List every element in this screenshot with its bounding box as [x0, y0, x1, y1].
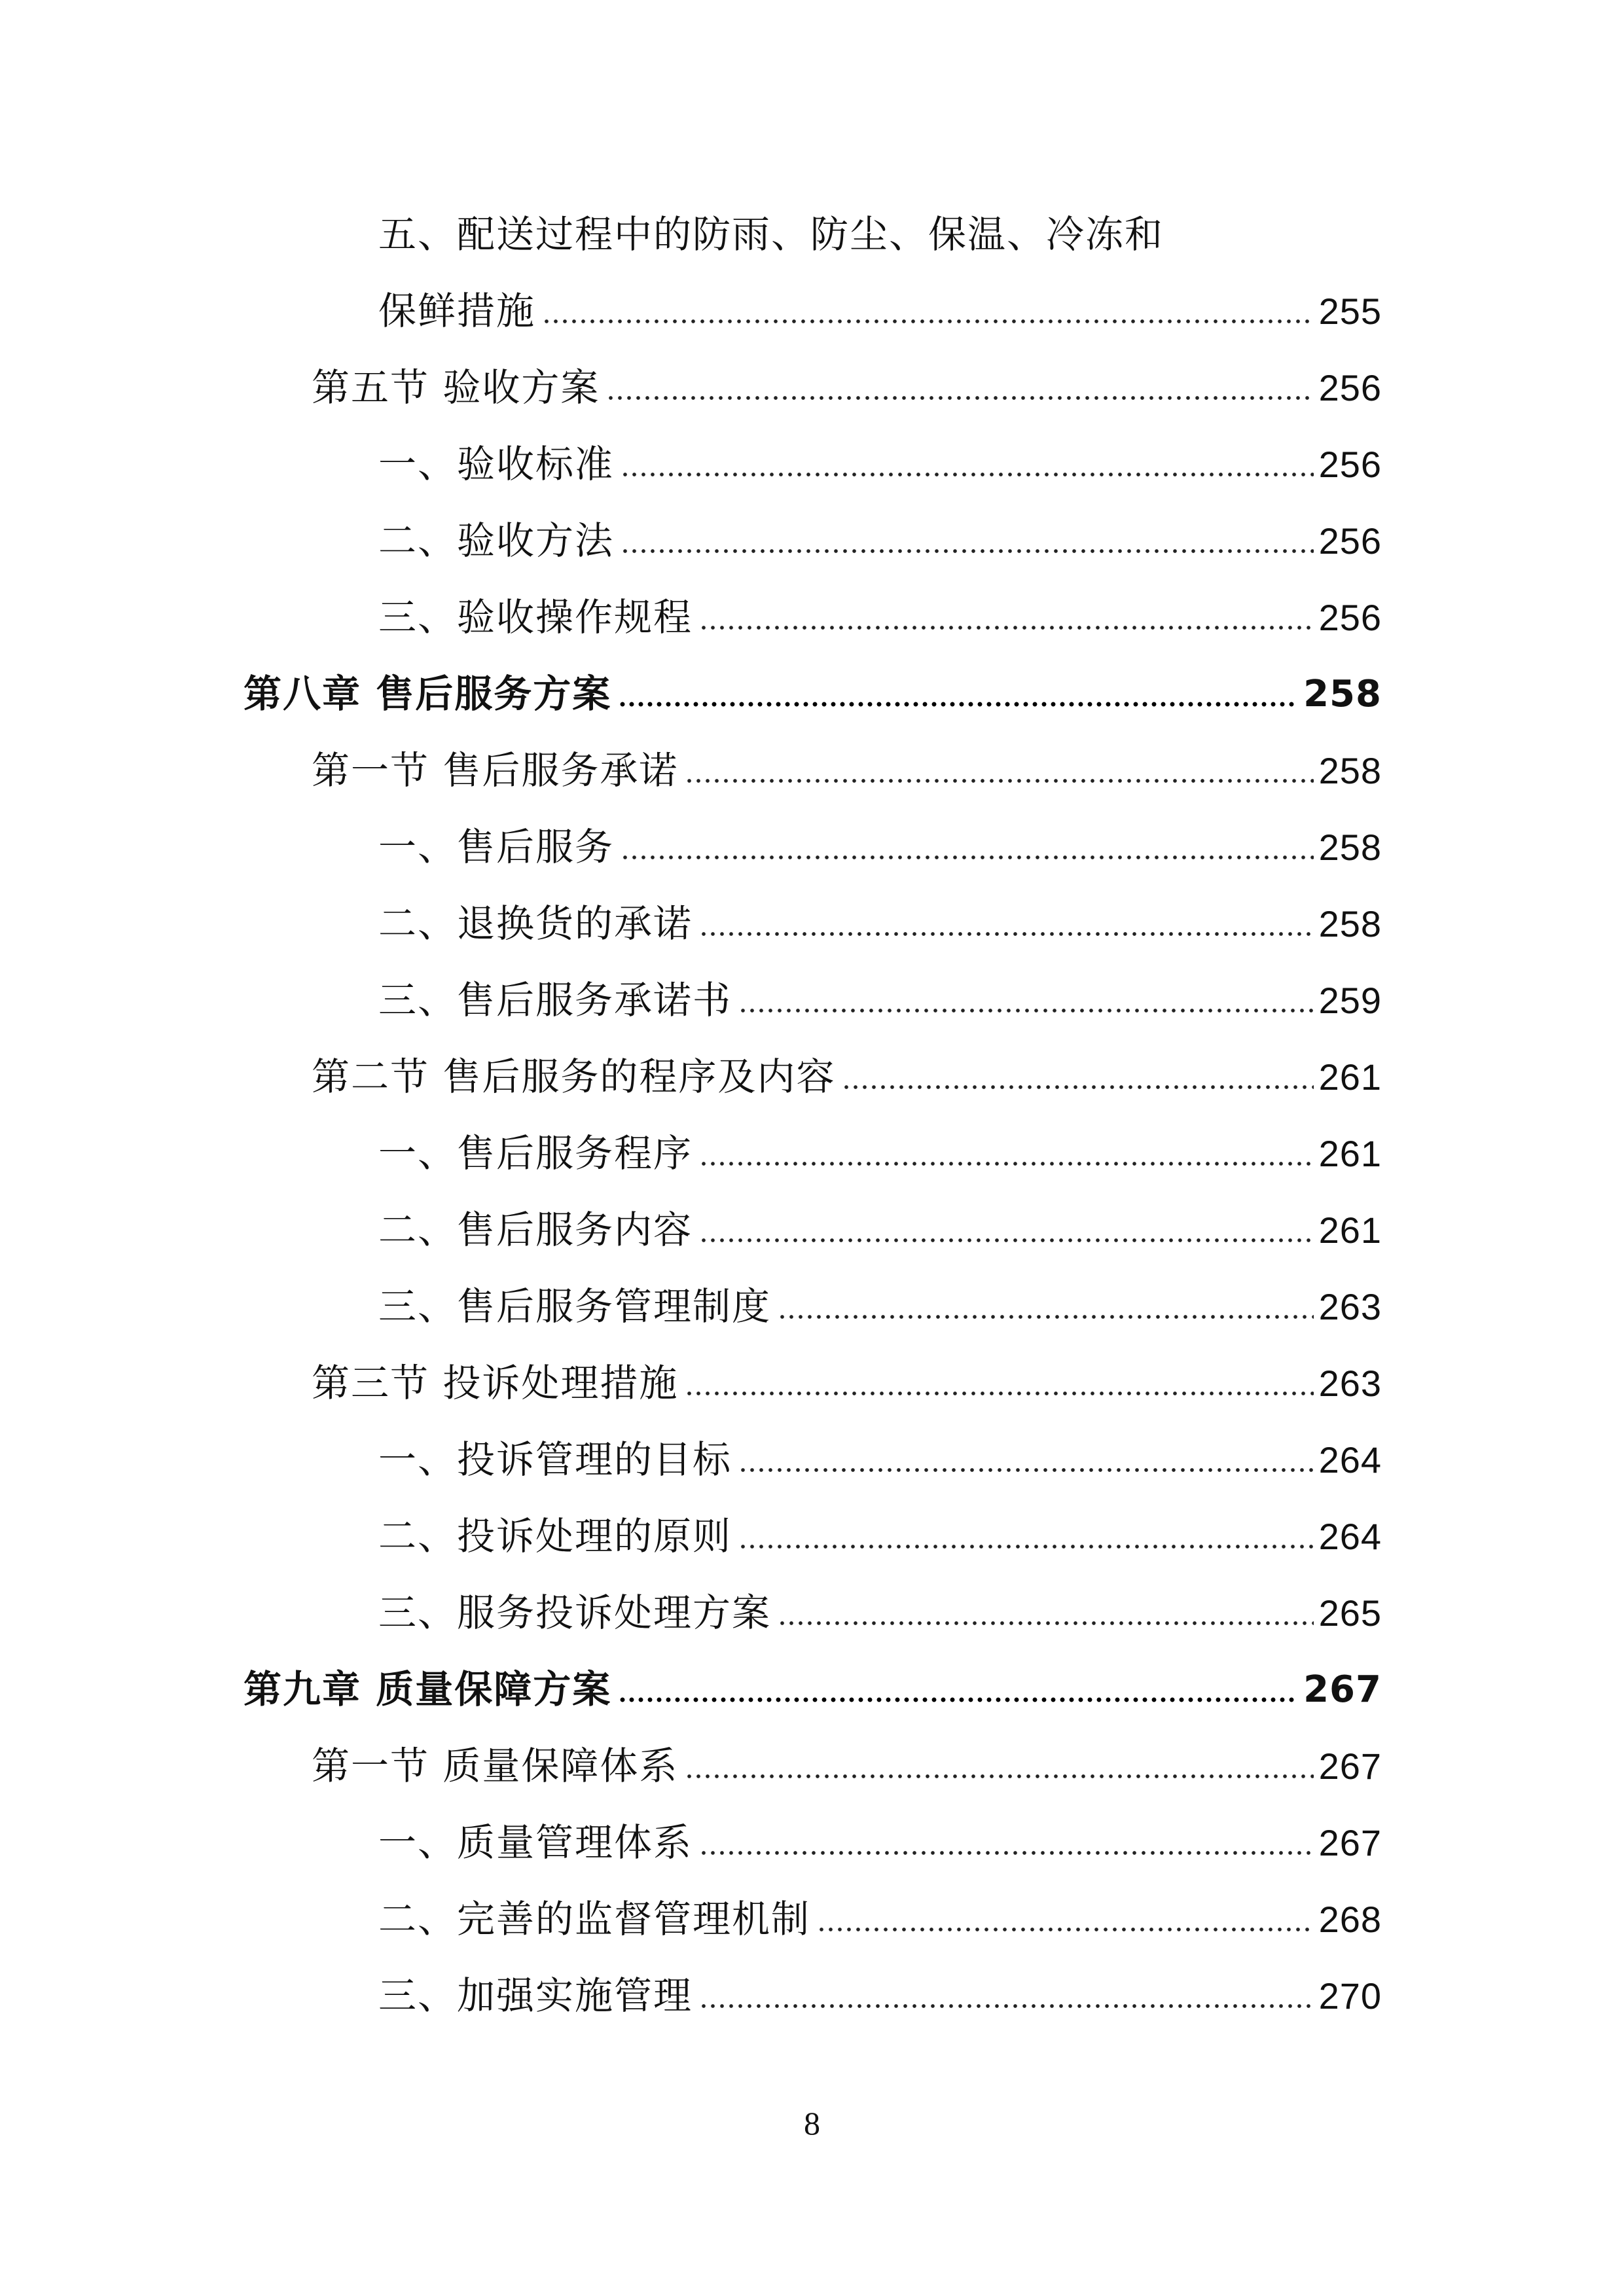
- toc-entry-page-number: 261: [1318, 1133, 1382, 1174]
- toc-entry-page-number: 258: [1303, 673, 1382, 715]
- toc-subsection-entry[interactable]: [0, 426, 1624, 503]
- dot-leader: [842, 1084, 1313, 1090]
- toc-subsection-entry[interactable]: [0, 1498, 1624, 1575]
- toc-section-entry[interactable]: [0, 1345, 1624, 1422]
- toc-entry-page-number: 256: [1318, 520, 1382, 562]
- toc-entry-line: [378, 1192, 1382, 1268]
- toc-chapter-entry[interactable]: [0, 656, 1624, 732]
- dot-leader: [621, 548, 1314, 554]
- toc-entry-title: 五、配送过程中的防雨、防尘、保温、冷冻和: [378, 212, 1164, 257]
- toc-subsection-entry[interactable]: [0, 273, 1624, 350]
- toc-entry-title: 三、验收操作规程: [378, 595, 693, 639]
- dot-leader: [699, 1160, 1314, 1167]
- toc-entry-page-number: 258: [1318, 903, 1382, 944]
- toc-entry-title: 第一节 售后服务承诺: [312, 748, 679, 793]
- toc-entry-line: [312, 732, 1382, 809]
- toc-subsection-entry[interactable]: [0, 503, 1624, 579]
- toc-entry-line: [378, 962, 1382, 1039]
- dot-leader: [621, 471, 1314, 478]
- toc-entry-title: 二、投诉处理的原则: [378, 1514, 732, 1558]
- toc-subsection-entry[interactable]: [0, 1881, 1624, 1958]
- toc-subsection-entry[interactable]: [0, 1575, 1624, 1651]
- toc-entry-line: [378, 579, 1382, 656]
- toc-entry-title: 第一节 质量保障体系: [312, 1744, 679, 1788]
- toc-entry-page-number: 270: [1318, 1975, 1382, 2017]
- toc-subsection-entry[interactable]: [0, 1268, 1624, 1345]
- toc-entry-line: [312, 350, 1382, 426]
- toc-entry-line: [378, 1422, 1382, 1498]
- toc-entry-title: 一、质量管理体系: [378, 1820, 693, 1865]
- toc-entry-line: [378, 426, 1382, 503]
- toc-entry-title: 二、售后服务内容: [378, 1208, 693, 1252]
- dot-leader: [778, 1620, 1314, 1626]
- dot-leader: [699, 2003, 1314, 2009]
- toc-entry-page-number: 268: [1318, 1899, 1382, 1940]
- toc-entry-title: 第九章 质量保障方案: [244, 1667, 612, 1712]
- toc-entry-line: [312, 1728, 1382, 1804]
- toc-entry-title: 一、售后服务程序: [378, 1131, 693, 1175]
- toc-entry-title: 二、完善的监督管理机制: [378, 1897, 811, 1941]
- toc-entry-line: [312, 1345, 1382, 1422]
- dot-leader: [738, 1467, 1314, 1473]
- toc-subsection-entry[interactable]: [0, 1422, 1624, 1498]
- toc-subsection-entry[interactable]: [0, 1804, 1624, 1881]
- toc-chapter-entry[interactable]: [0, 1651, 1624, 1728]
- dot-leader: [685, 778, 1313, 784]
- dot-leader: [699, 931, 1314, 937]
- dot-leader: [618, 701, 1298, 708]
- toc-entry-title: 第五节 验收方案: [312, 365, 600, 410]
- toc-subsection-entry[interactable]: [0, 886, 1624, 962]
- toc-entry-page-number: 261: [1318, 1056, 1382, 1098]
- toc-entry-title: 三、加强实施管理: [378, 1973, 693, 2018]
- toc-subsection-entry[interactable]: [0, 809, 1624, 886]
- dot-leader: [606, 395, 1313, 401]
- toc-entry-page-number: 264: [1318, 1439, 1382, 1480]
- toc-entry-page-number: 258: [1318, 827, 1382, 868]
- toc-entry-line: [378, 1575, 1382, 1651]
- dot-leader: [699, 624, 1314, 631]
- toc-entry-page-number: 267: [1318, 1822, 1382, 1863]
- toc-entry-page-number: 258: [1318, 750, 1382, 791]
- toc-entry-title: 三、服务投诉处理方案: [378, 1590, 772, 1635]
- toc-entry-line: [378, 273, 1382, 350]
- toc-subsection-entry[interactable]: [0, 1192, 1624, 1268]
- toc-entry-page-number: 265: [1318, 1592, 1382, 1634]
- dot-leader: [685, 1390, 1313, 1397]
- dot-leader: [738, 1007, 1314, 1014]
- toc-entry-line: [378, 1881, 1382, 1958]
- toc-section-entry[interactable]: [0, 350, 1624, 426]
- toc-subsection-entry[interactable]: [0, 196, 1624, 273]
- dot-leader: [778, 1314, 1314, 1320]
- toc-entry-title: 二、退换货的承诺: [378, 901, 693, 946]
- dot-leader: [542, 318, 1314, 325]
- toc-entry-line: [312, 1039, 1382, 1115]
- toc-entry-line: [378, 1498, 1382, 1575]
- toc-entry-title: 一、验收标准: [378, 442, 615, 486]
- toc-subsection-entry[interactable]: [0, 1115, 1624, 1192]
- toc-entry-line: [378, 1268, 1382, 1345]
- toc-entry-line: [244, 656, 1382, 732]
- toc-entry-line: [378, 196, 1382, 273]
- toc-entry-title: 第三节 投诉处理措施: [312, 1361, 679, 1405]
- toc-section-entry[interactable]: [0, 1728, 1624, 1804]
- toc-entry-line: [378, 1115, 1382, 1192]
- toc-entry-line: [378, 1958, 1382, 2034]
- toc-entry-line: [378, 809, 1382, 886]
- toc-entry-line: [378, 503, 1382, 579]
- dot-leader: [699, 1237, 1314, 1244]
- toc-entry-page-number: 259: [1318, 980, 1382, 1021]
- toc-entry-title: 二、验收方法: [378, 518, 615, 563]
- toc-entry-page-number: 267: [1318, 1746, 1382, 1787]
- toc-entry-page-number: 263: [1318, 1286, 1382, 1327]
- dot-leader: [817, 1926, 1314, 1933]
- toc-entry-title: 第八章 售后服务方案: [244, 672, 612, 716]
- toc-entry-line: [378, 886, 1382, 962]
- toc-entry-title: 保鲜措施: [378, 289, 536, 333]
- toc-entry-page-number: 256: [1318, 597, 1382, 638]
- dot-leader: [618, 1696, 1298, 1703]
- toc-entry-title: 第二节 售后服务的程序及内容: [312, 1054, 836, 1099]
- dot-leader: [699, 1850, 1314, 1856]
- toc-entry-page-number: 261: [1318, 1210, 1382, 1251]
- toc-entry-line: [244, 1651, 1382, 1728]
- toc-entry-title: 三、售后服务承诺书: [378, 978, 732, 1022]
- toc-section-entry[interactable]: [0, 732, 1624, 809]
- dot-leader: [621, 854, 1314, 861]
- toc-entry-title: 一、售后服务: [378, 825, 615, 869]
- toc-subsection-entry[interactable]: [0, 579, 1624, 656]
- toc-subsection-entry[interactable]: [0, 1958, 1624, 2034]
- toc-entry-page-number: 256: [1318, 367, 1382, 408]
- toc-entry-page-number: 267: [1303, 1668, 1382, 1711]
- toc-section-entry[interactable]: [0, 1039, 1624, 1115]
- toc-entry-title: 三、售后服务管理制度: [378, 1284, 772, 1329]
- table-of-contents: [0, 196, 1624, 2034]
- toc-entry-page-number: 256: [1318, 444, 1382, 485]
- toc-subsection-entry[interactable]: [0, 962, 1624, 1039]
- toc-entry-title: 一、投诉管理的目标: [378, 1437, 732, 1482]
- toc-entry-page-number: 263: [1318, 1363, 1382, 1404]
- toc-entry-line: [378, 1804, 1382, 1881]
- page-number-footer: 8: [804, 2105, 820, 2142]
- toc-entry-page-number: 255: [1318, 291, 1382, 332]
- dot-leader: [738, 1543, 1314, 1550]
- toc-entry-page-number: 264: [1318, 1516, 1382, 1557]
- dot-leader: [685, 1773, 1313, 1780]
